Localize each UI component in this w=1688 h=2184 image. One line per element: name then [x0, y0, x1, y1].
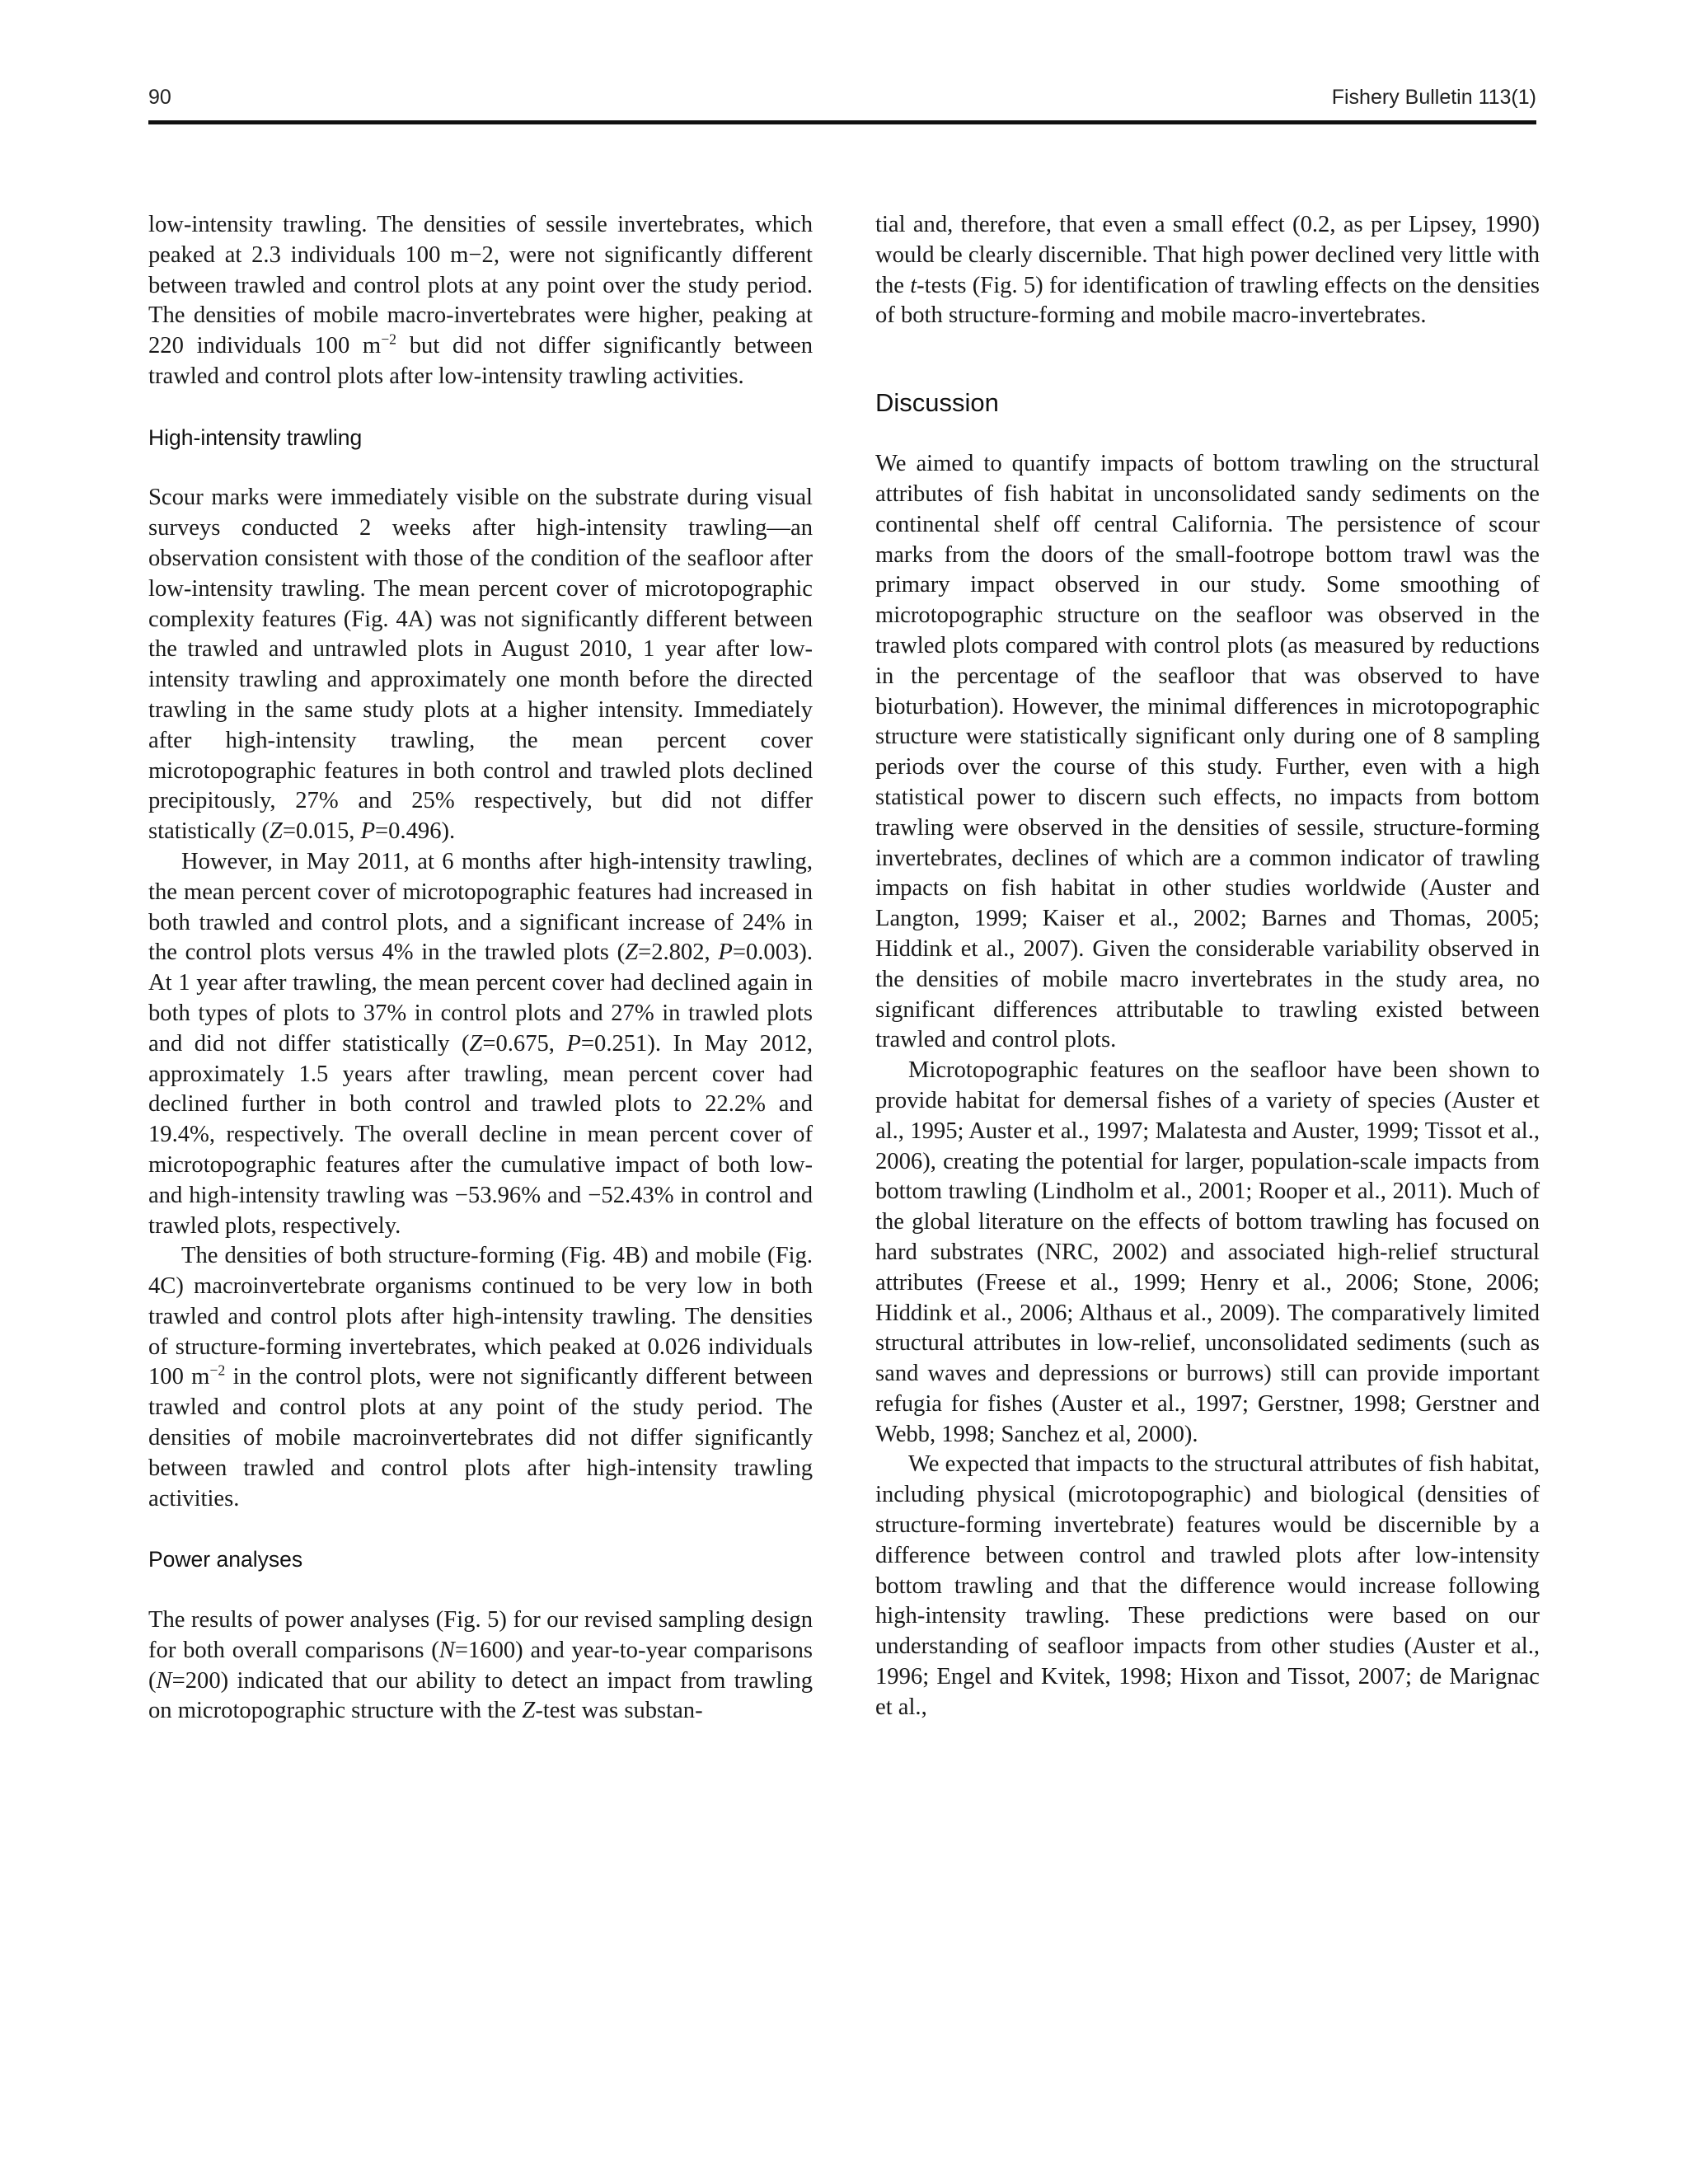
paragraph-discussion-aims: We aimed to quantify impacts of bottom trawling on the structural attributes of fish habitat in unconsolidated sandy sediments on the continental shelf off central California. The persistence of scour marks from the doors of the small-footrope bottom trawl was the primary impact observed in our study. Some smoothing of microtopographic structure on the seafloor was observed in the trawled plots compared with control plots (as measured by reductions in the percentage of the seafloor that was observed to have bioturbation). However, the minimal differences in microtopographic structure were statistically significant only during one of 8 sampling periods over the course of this study. Further, even with a high statistical power to discern such effects, no impacts from bottom trawling were observed in the densities of sessile, structure-forming invertebrates, declines of which are a common indicator of trawling impacts on fish habitat in other studies worldwide (Auster and Langton, 1999; Kaiser et al., 2002; Barnes and Thomas, 2005; Hiddink et al., 2007). Given the considerable variability observed in the densities of mobile macro invertebrates in the study area, no significant differences attributable to trawling existed between trawled and control plots. — [875, 451, 1540, 1053]
heading-discussion: Discussion — [875, 388, 999, 418]
heading-power-analyses: Power analyses — [148, 1547, 303, 1572]
page-number: 90 — [148, 86, 171, 109]
running-header — [148, 86, 1536, 122]
paragraph-expected-impacts: We expected that impacts to the structural attributes of fish habitat, including physical (microtopographic) and biological (densities of structure-forming invertebrate) features would be discernible by a difference between control and trawled plots after low-intensity bottom trawling and that the difference would increase following high-intensity trawling. These predictions were based on our understanding of seafloor impacts from other studies (Auster et al., 1996; Engel and Kvitek, 1998; Hixon and Tissot, 2007; de Marignac et al., — [875, 1451, 1540, 1720]
paragraph-power-continued: tial and, therefore, that even a small effect (0.2, as per Lipsey, 1990) would be clearly discernible. That high power declined very little with the t-tests (Fig. 5) for identification of trawling effects on the densities of both structure-forming and mobile macro-invertebrates. — [875, 212, 1540, 329]
paragraph-power-analyses: The results of power analyses (Fig. 5) for our revised sampling design for both overall comparisons (N=1600) and year-to-year comparisons (N=200) indicated that our ability to detect an impact from trawling on microtopographic structure with the Z-test was substan- — [148, 1607, 813, 1724]
left-column — [148, 210, 813, 1727]
paragraph-macroinvertebrate-densities: The densities of both structure-forming (Fig. 4B) and mobile (Fig. 4C) macroinvertebrate organisms continued to be very low in both trawled and control plots after high-intensity trawling. The densities of structure-forming invertebrates, which peaked at 0.026 individuals 100 $m^{-2}$ in the control plots, were not significantly different between trawled and control plots at any point of the study period. The densities of mobile macroinvertebrates did not differ significantly between trawled and control plots after high-intensity trawling activities. — [148, 1243, 814, 1511]
paragraph-scour-marks: Scour marks were immediately visible on the substrate during visual surveys conducted 2 weeks after high-intensity trawling—an observation consistent with those of the condition of the seafloor after low-intensity trawling. The mean percent cover of microtopographic complexity features (Fig. 4A) was not significantly different between the trawled and untrawled plots in August 2010, 1 year after low-intensity trawling and approximately one month before the directed trawling in the same study plots at a higher intensity. Immediately after high-intensity trawling, the mean percent cover microtopographic features in both control and trawled plots declined precipitously, 27% and 25% respectively, but did not differ statistically (Z=0.015, P=0.496). — [148, 485, 813, 845]
right-column — [875, 210, 1540, 1723]
paragraph-may-2011: However, in May 2011, at 6 months after high-intensity trawling, the mean percent cover of microtopographic features had increased in both trawled and control plots, and a significant increase of 24% in the control plots versus 4% in the trawled plots (Z=2.802, P=0.003). At 1 year after trawling, the mean percent cover had declined again in both types of plots to 37% in control plots and 27% in trawled plots and did not differ statistically (Z=0.675, P=0.251). In May 2012, approximately 1.5 years after trawling, mean percent cover had declined further in both control and trawled plots to 22.2% and 19.4%, respectively. The overall decline in mean percent cover of microtopographic features after the cumulative impact of both low- and high-intensity trawling was −53.96% and −52.43% in control and trawled plots, respectively. — [148, 848, 813, 1239]
paragraph-microtopographic-features: Microtopographic features on the seafloor have been shown to provide habitat for demersal fishes of a variety of species (Auster et al., 1995; Auster et al., 1997; Malatesta and Auster, 1999; Tissot et al., 2006), creating the potential for larger, population-scale impacts from bottom trawling (Lindholm et al., 2001; Rooper et al., 2011). Much of the global literature on the effects of bottom trawling has focused on hard substrates (NRC, 2002) and associated high-relief structural attributes (Freese et al., 1999; Henry et al., 2006; Stone, 2006; Hiddink et al., 2006; Althaus et al., 2009). The comparatively limited structural attributes in low-relief, unconsolidated sediments (such as sand waves and depressions or burrows) still can provide important refugia for fishes (Auster et al., 1997; Gerstner, 1998; Gerstner and Webb, 1998; Sanchez et al, 2000). — [875, 1057, 1540, 1447]
paragraph-low-intensity-results: low-intensity trawling. The densities of sessile invertebrates, which peaked at 2.3 individuals 100 m−2, were not significantly different between trawled and control plots at any point over the study period. The densities of mobile macro-invertebrates were higher, peaking at 220 individuals 100 $m^{-2}$ but did not differ significantly between trawled and control plots after low-intensity trawling activities. — [148, 212, 813, 389]
header-rule — [148, 120, 1536, 124]
journal-title: Fishery Bulletin 113(1) — [1331, 86, 1536, 109]
heading-high-intensity-trawling: High-intensity trawling — [148, 424, 363, 450]
